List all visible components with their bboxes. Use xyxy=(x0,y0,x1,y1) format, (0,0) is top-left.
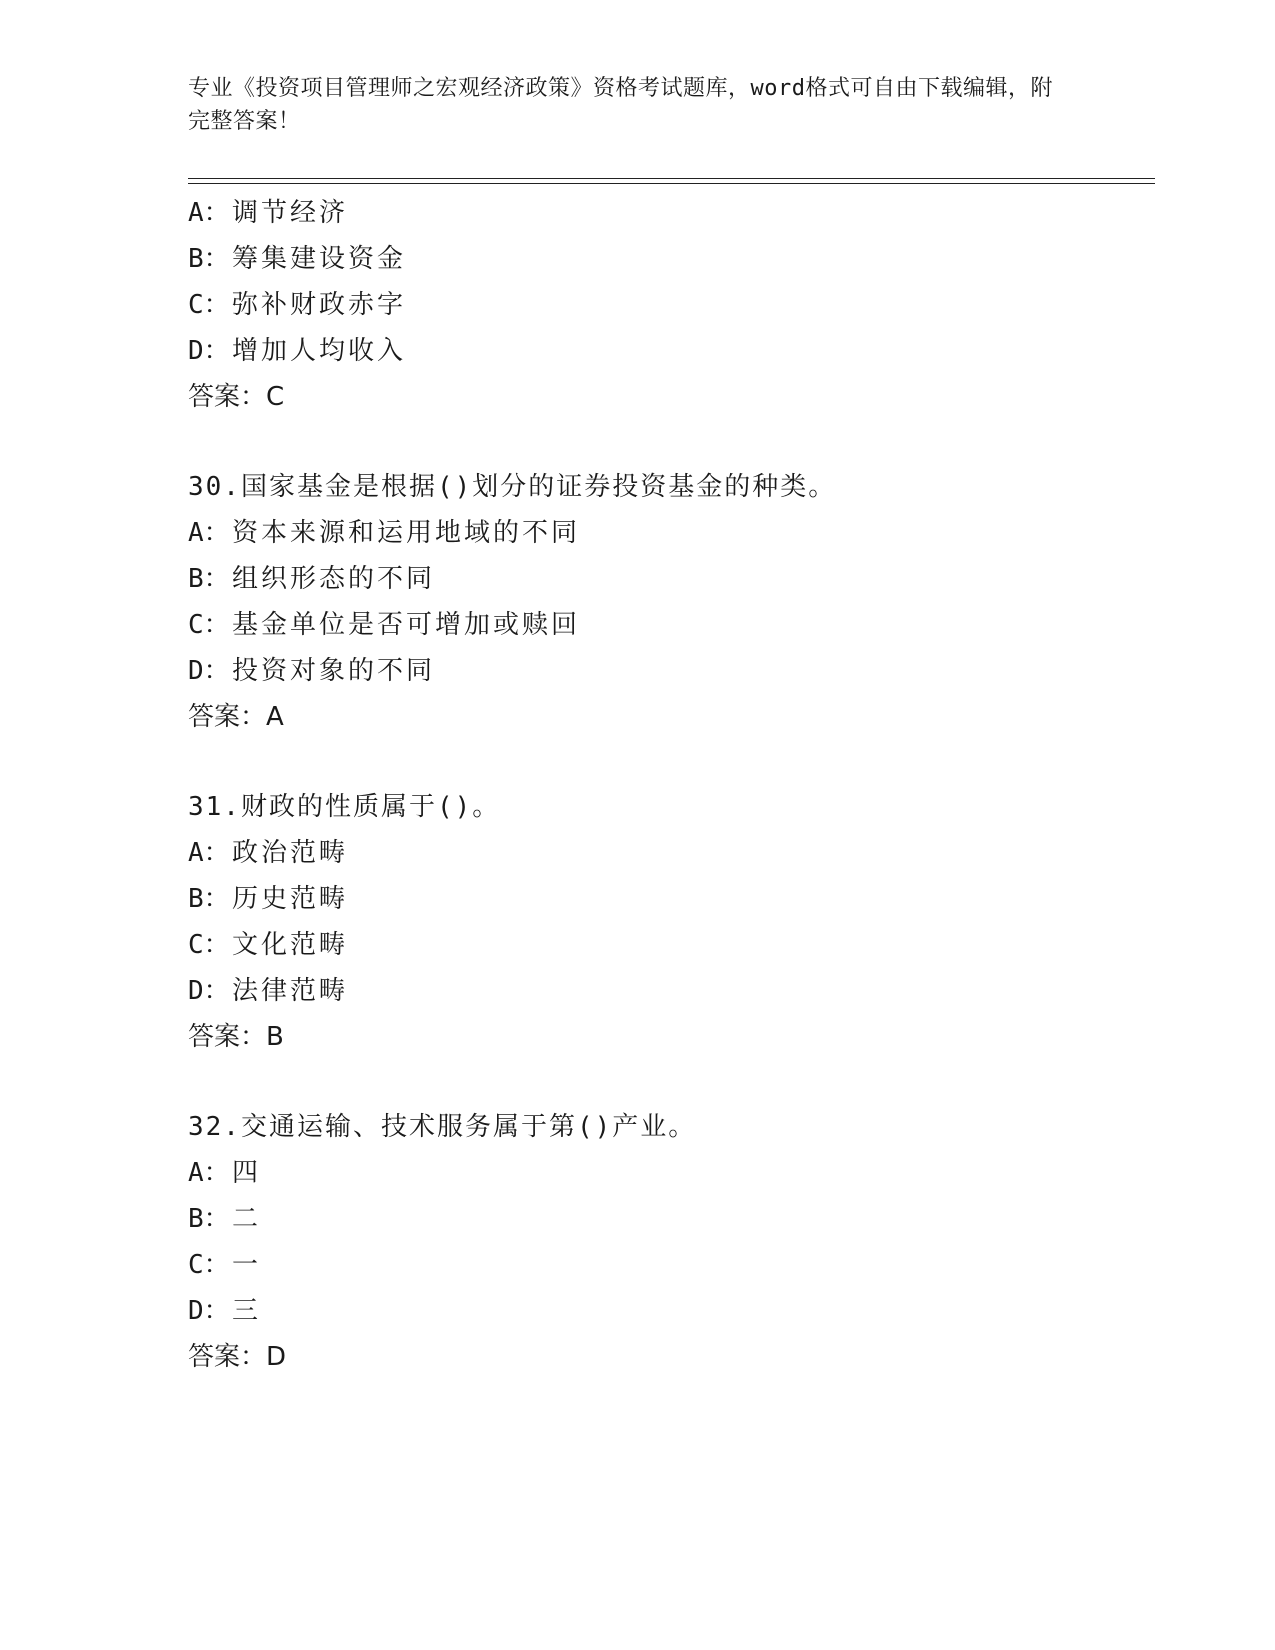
option-label: D： xyxy=(188,336,230,366)
option-text: 四 xyxy=(232,1158,262,1188)
answer-line: 答案：C xyxy=(188,382,285,412)
option-label: B： xyxy=(188,244,230,274)
question-30-block xyxy=(188,464,1148,740)
question-text: 30.国家基金是根据()划分的证券投资基金的种类。 xyxy=(188,472,837,502)
option-text: 基金单位是否可增加或赎回 xyxy=(232,610,581,640)
spacer xyxy=(188,1060,1148,1104)
answer-line: 答案：B xyxy=(188,1022,284,1052)
document-header: 专业《投资项目管理师之宏观经济政策》资格考试题库，word格式可自由下载编辑，附完整答案！ xyxy=(188,76,1053,134)
option-d xyxy=(188,968,1148,1014)
option-label: B： xyxy=(188,884,230,914)
option-label: A： xyxy=(188,1158,230,1188)
question-32-block xyxy=(188,1104,1148,1380)
option-c xyxy=(188,1242,1148,1288)
option-label: C： xyxy=(188,290,230,320)
option-text: 政治范畴 xyxy=(232,838,349,868)
option-label: D： xyxy=(188,1296,230,1326)
question-29-block xyxy=(188,190,1148,420)
option-b xyxy=(188,236,1148,282)
option-text: 增加人均收入 xyxy=(232,336,407,366)
option-text: 资本来源和运用地域的不同 xyxy=(232,518,581,548)
option-a xyxy=(188,510,1148,556)
question-list xyxy=(188,190,1148,1380)
option-text: 历史范畴 xyxy=(232,884,349,914)
option-text: 组织形态的不同 xyxy=(232,564,436,594)
option-a xyxy=(188,830,1148,876)
option-b xyxy=(188,556,1148,602)
option-a xyxy=(188,1150,1148,1196)
option-b xyxy=(188,1196,1148,1242)
option-label: B： xyxy=(188,1204,230,1234)
option-label: A： xyxy=(188,518,230,548)
option-label: C： xyxy=(188,930,230,960)
option-label: C： xyxy=(188,1250,230,1280)
option-c xyxy=(188,282,1148,328)
option-label: D： xyxy=(188,976,230,1006)
option-text: 筹集建设资金 xyxy=(232,244,407,274)
question-31-block xyxy=(188,784,1148,1060)
option-text: 调节经济 xyxy=(232,198,349,228)
answer-line: 答案：A xyxy=(188,702,284,732)
option-d xyxy=(188,648,1148,694)
header-rule-top xyxy=(188,178,1155,179)
option-c xyxy=(188,602,1148,648)
option-label: A： xyxy=(188,838,230,868)
option-d xyxy=(188,328,1148,374)
option-text: 投资对象的不同 xyxy=(232,656,436,686)
option-text: 文化范畴 xyxy=(232,930,349,960)
question-text: 31.财政的性质属于()。 xyxy=(188,792,501,822)
option-text: 弥补财政赤字 xyxy=(232,290,407,320)
option-text: 二 xyxy=(232,1204,262,1234)
option-text: 法律范畴 xyxy=(232,976,349,1006)
header-rule-bottom xyxy=(188,183,1155,184)
spacer xyxy=(188,420,1148,464)
answer-line: 答案：D xyxy=(188,1342,287,1372)
option-text: 三 xyxy=(232,1296,262,1326)
option-label: A： xyxy=(188,198,230,228)
option-c xyxy=(188,922,1148,968)
option-a xyxy=(188,190,1148,236)
option-d xyxy=(188,1288,1148,1334)
option-label: D： xyxy=(188,656,230,686)
option-label: B： xyxy=(188,564,230,594)
option-b xyxy=(188,876,1148,922)
option-text: 一 xyxy=(232,1250,262,1280)
question-text: 32.交通运输、技术服务属于第()产业。 xyxy=(188,1112,697,1142)
spacer xyxy=(188,740,1148,784)
option-label: C： xyxy=(188,610,230,640)
